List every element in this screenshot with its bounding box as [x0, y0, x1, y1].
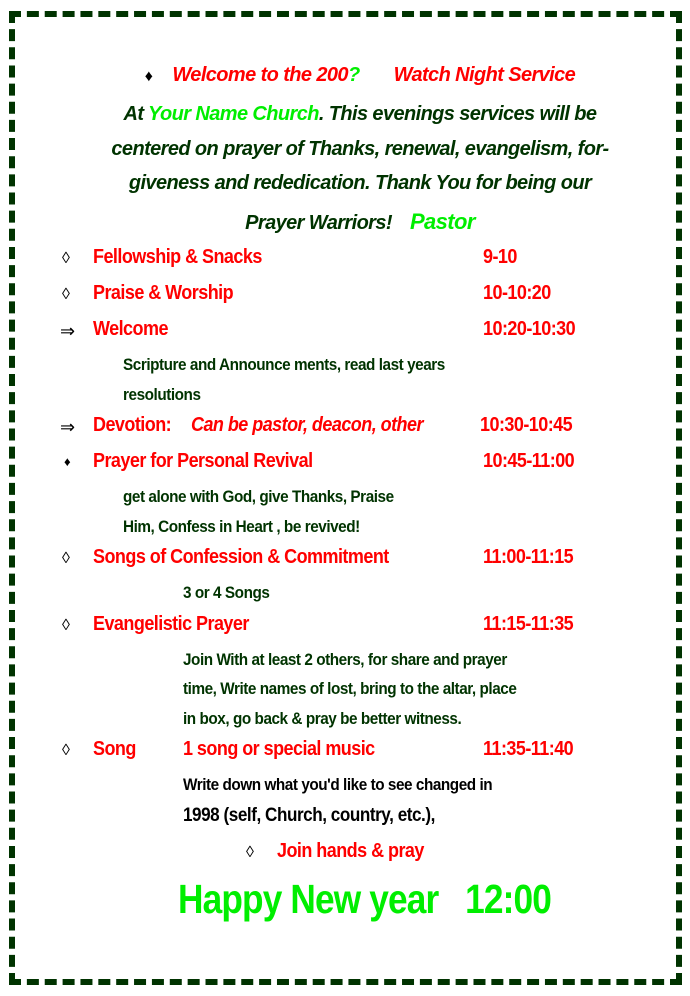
- item-time: 9-10: [483, 246, 517, 268]
- item-note: get alone with God, give Thanks, Praise: [123, 487, 394, 506]
- year-placeholder: ?: [347, 64, 360, 86]
- item-note: Him, Confess in Heart , be revived!: [123, 517, 360, 536]
- item-note: 3 or 4 Songs: [183, 583, 270, 602]
- header-line-4: giveness and rededication. Thank You for being our: [128, 172, 592, 194]
- item-time: 11:15-11:35: [483, 613, 574, 635]
- item-title: Prayer for Personal Revival: [93, 450, 313, 472]
- item-note: in box, go back & pray be better witness.: [183, 709, 462, 728]
- arrow-right-icon: ⇒: [60, 321, 76, 341]
- happy-new-year: Happy New year 12:00: [178, 876, 552, 922]
- item-subtitle: 1 song or special music: [183, 738, 375, 760]
- item-note: Join With at least 2 others, for share and prayer: [183, 650, 507, 669]
- item-title: Devotion:: [93, 414, 172, 436]
- item-title: Song: [93, 738, 136, 760]
- header-line-2: [95, 103, 625, 126]
- item-time: 10:30-10:45: [480, 414, 573, 436]
- welcome-text: Welcome to the 200: [172, 64, 348, 86]
- item-title: Songs of Confession & Commitment: [93, 546, 389, 568]
- diamond-outline-icon: ◊: [246, 844, 254, 861]
- diamond-outline-icon: ◊: [62, 250, 70, 267]
- prayer-warriors: Prayer Warriors!: [245, 212, 392, 234]
- join-hands-text: Join hands & pray: [277, 840, 424, 862]
- item-time: 10:45-11:00: [483, 450, 575, 472]
- item-note: time, Write names of lost, bring to the altar, place: [183, 679, 517, 698]
- header-line-5: [95, 209, 625, 235]
- item-time: 11:35-11:40: [483, 738, 574, 760]
- item-subtitle: Can be pastor, deacon, other: [191, 414, 423, 436]
- at-text: At: [123, 103, 149, 125]
- item-note: 1998 (self, Church, country, etc.),: [183, 805, 435, 826]
- church-name: Your Name Church: [148, 103, 319, 125]
- diamond-filled-icon: ♦: [64, 454, 71, 469]
- item-title: Praise & Worship: [93, 282, 234, 304]
- item-title: Evangelistic Prayer: [93, 613, 249, 635]
- diamond-bullet-icon: ♦: [144, 68, 153, 85]
- intro-text: . This evenings services will be: [318, 103, 597, 125]
- item-time: 11:00-11:15: [483, 546, 574, 568]
- service-name: Watch Night Service: [393, 64, 576, 86]
- diamond-outline-icon: ◊: [62, 617, 70, 634]
- item-time: 10-10:20: [483, 282, 551, 304]
- arrow-right-icon: ⇒: [60, 417, 76, 437]
- item-note: Scripture and Announce ments, read last years: [123, 355, 445, 374]
- item-title: Welcome: [93, 318, 168, 340]
- diamond-outline-icon: ◊: [62, 550, 70, 567]
- header-line-3: centered on prayer of Thanks, renewal, evangelism, for-: [111, 138, 609, 160]
- item-note: resolutions: [123, 385, 201, 404]
- diamond-outline-icon: ◊: [62, 286, 70, 303]
- item-time: 10:20-10:30: [483, 318, 576, 340]
- item-note: Write down what you'd like to see changed in: [183, 775, 493, 794]
- diamond-outline-icon: ◊: [62, 742, 70, 759]
- pastor-signature: Pastor: [409, 209, 475, 234]
- item-title: Fellowship & Snacks: [93, 246, 262, 268]
- header-line-1: [95, 64, 625, 87]
